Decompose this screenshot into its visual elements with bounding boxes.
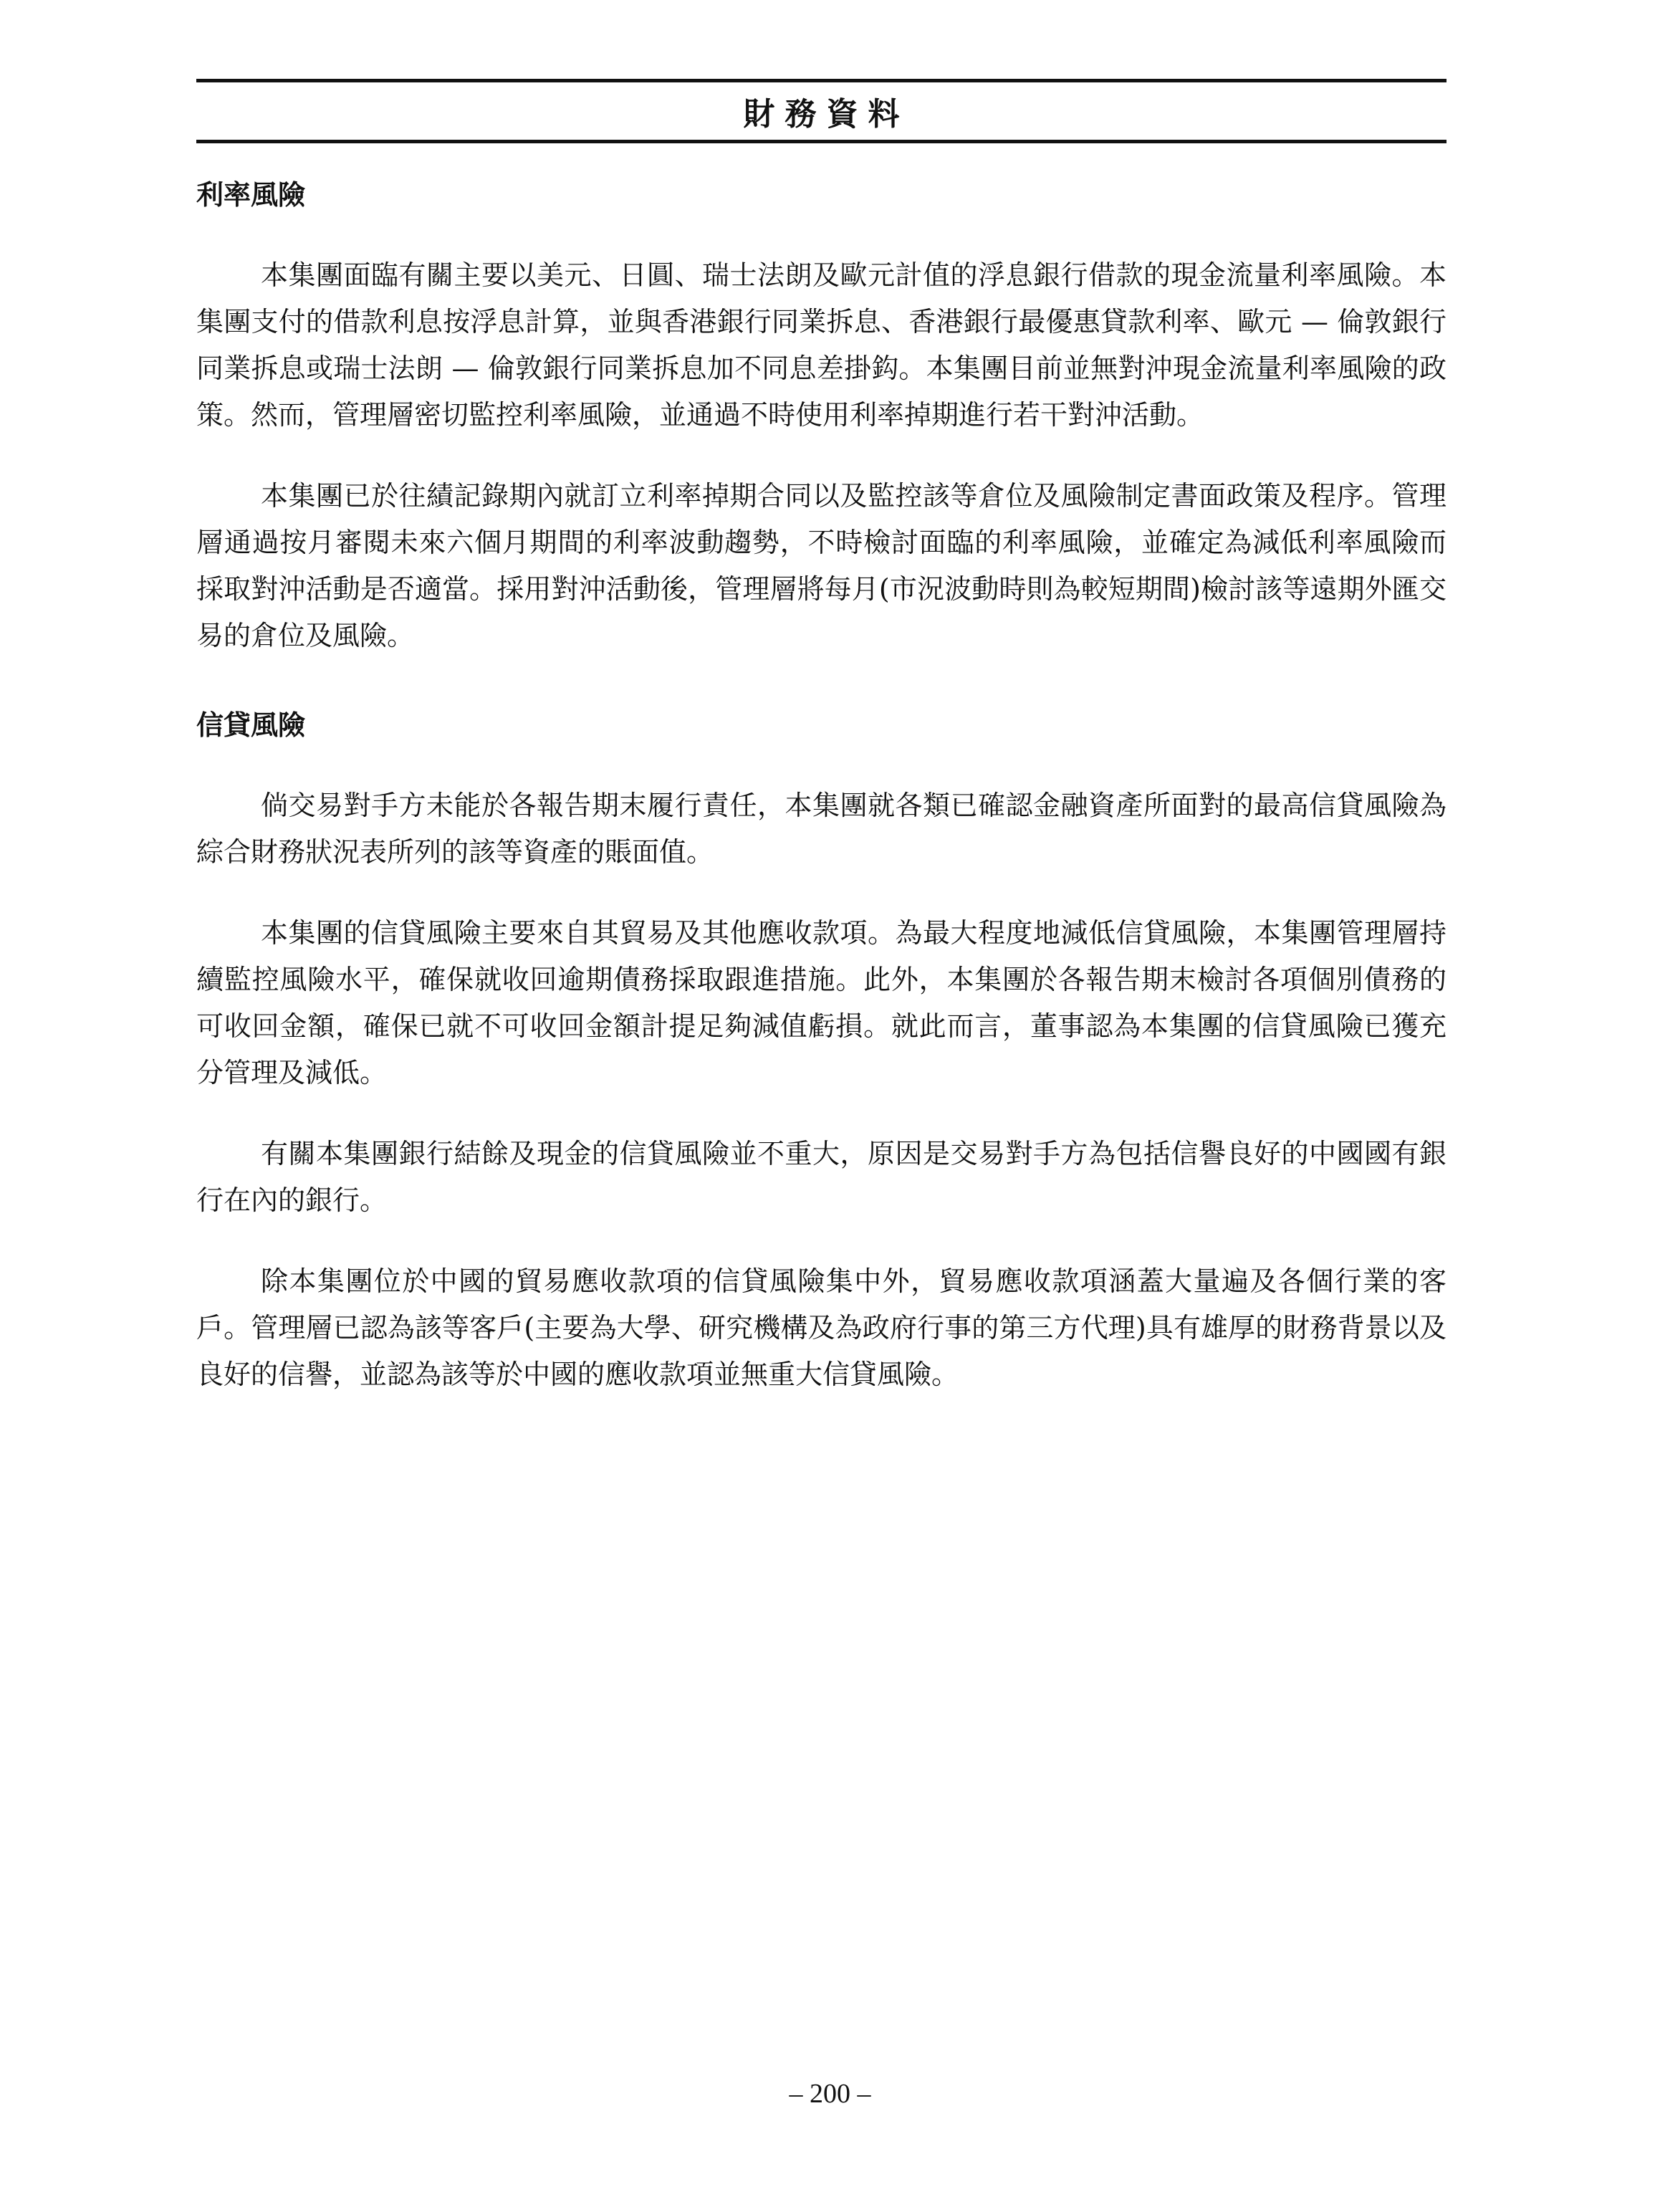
page-number: – 200 – [789,2079,871,2109]
section-heading: 利率風險 [196,179,306,211]
paragraph: 除本集團位於中國的貿易應收款項的信貸風險集中外，貿易應收款項涵蓋大量遍及各個行業的客戶。管理層已認為該等客戶(主要為大學、研究機構及為政府行事的第三方代理)具有雄厚的財務背景以及良好的信譽，並認為該等於中國的應收款項並無重大信貸風險。 [196,1265,1446,1390]
section-interest-rate-risk [196,172,1446,659]
page-title: 財務資料 [743,96,910,133]
page-header [196,79,1446,143]
paragraph: 倘交易對手方未能於各報告期末履行責任，本集團就各類已確認金融資產所面對的最高信貸風險為綜合財務狀況表所列的該等資產的賬面值。 [196,790,1446,868]
paragraph: 本集團的信貸風險主要來自其貿易及其他應收款項。為最大程度地減低信貸風險，本集團管理層持續監控風險水平，確保就收回逾期債務採取跟進措施。此外，本集團於各報告期末檢討各項個別債務的可收回金額，確保已就不可收回金額計提足夠減值虧損。就此而言，董事認為本集團的信貸風險已獲充分管理及減低。 [196,917,1446,1088]
document-body [196,172,1446,1432]
section-heading: 信貸風險 [196,709,306,741]
section-credit-risk [196,702,1446,1398]
paragraph: 本集團面臨有關主要以美元、日圓、瑞士法朗及歐元計值的浮息銀行借款的現金流量利率風險。本集團支付的借款利息按浮息計算，並與香港銀行同業拆息、香港銀行最優惠貸款利率、歐元 — 倫敦銀行同業拆息或瑞士法朗 — 倫敦銀行同業拆息加不同息差掛鈎。本集團目前並無對沖現金流量利率風險的政策。然而，管理層密切監控利率風險，並通過不時使用利率掉期進行若干對沖活動。 [196,259,1446,431]
paragraph: 本集團已於往績記錄期內就訂立利率掉期合同以及監控該等倉位及風險制定書面政策及程序。管理層通過按月審閱未來六個月期間的利率波動趨勢，不時檢討面臨的利率風險，並確定為減低利率風險而採取對沖活動是否適當。採用對沖活動後，管理層將每月(市況波動時則為較短期間)檢討該等遠期外匯交易的倉位及風險。 [196,480,1446,651]
paragraph: 有關本集團銀行結餘及現金的信貸風險並不重大，原因是交易對手方為包括信譽良好的中國國有銀行在內的銀行。 [196,1138,1446,1216]
